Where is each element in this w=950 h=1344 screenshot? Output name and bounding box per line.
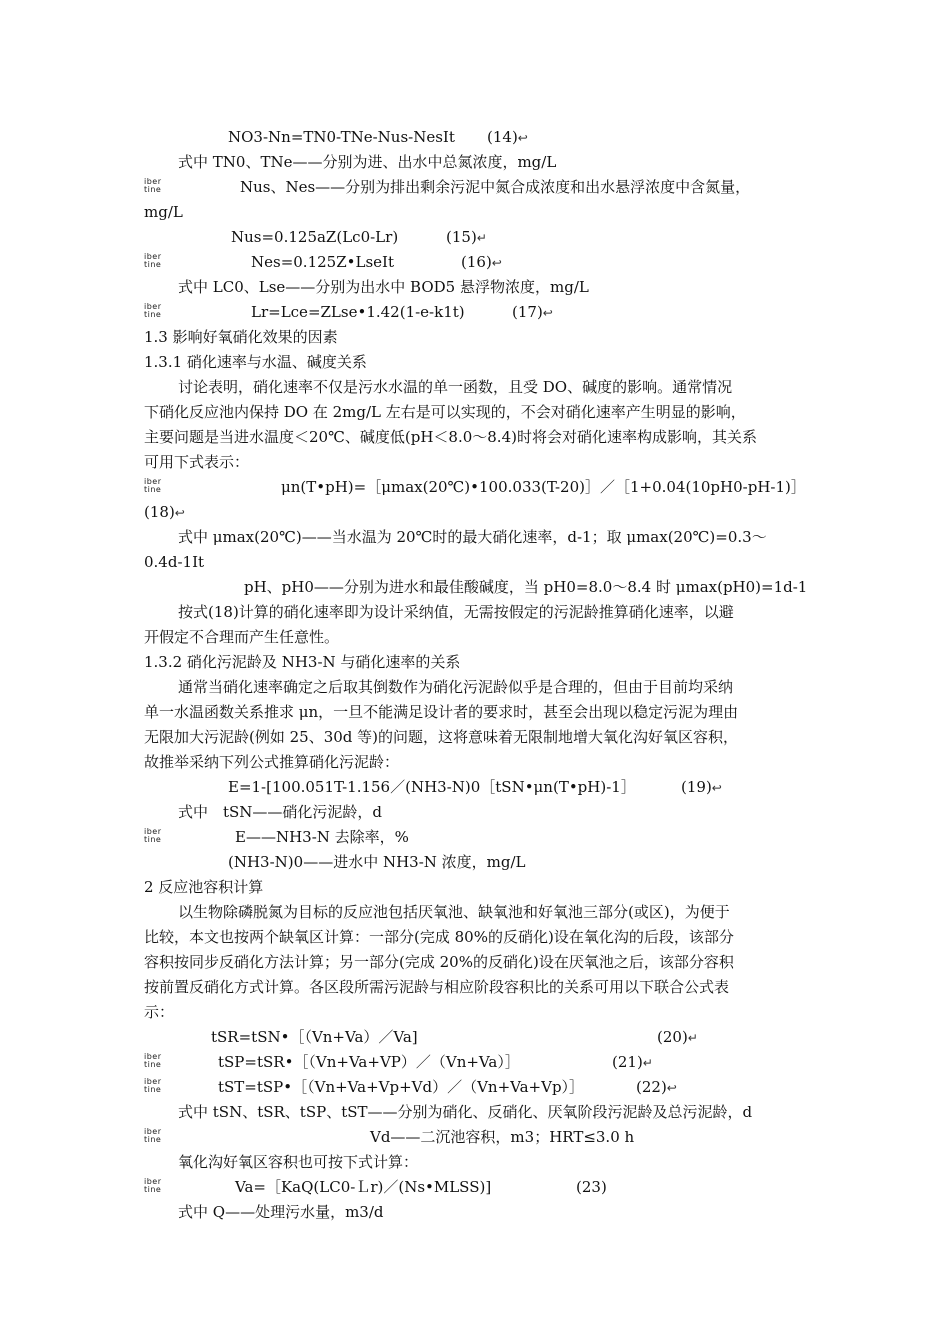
section-heading: 1.3.1 硝化速率与水温、碱度关系 xyxy=(144,353,367,371)
eq-number-14 xyxy=(487,127,528,149)
eq-number: (16) xyxy=(461,253,492,271)
text-line: Nus、Nes——分别为排出剩余污泥中氮合成浓度和出水悬浮浓度中含氮量， xyxy=(240,178,751,196)
formula-16: Nes=0.125Z•LseⅠt xyxy=(251,253,394,271)
text-line: 下硝化反应池内保持 DO 在 2mg/L 左右是可以实现的，不会对硝化速率产生明显的影响， xyxy=(144,403,746,421)
paragraph-mark-icon: ↩ xyxy=(666,1081,677,1095)
text-line: 式中 μmax(20℃)——当水温为 20℃时的最大硝化速率，d-1；取 μmax(20℃)=0.3～ xyxy=(178,528,767,546)
formula-14 xyxy=(228,127,455,149)
eq-number-17 xyxy=(512,302,553,324)
text-line: 以生物除磷脱氮为目标的反应池包括厌氧池、缺氧池和好氧池三部分(或区)，为便于 xyxy=(178,903,730,921)
text-line: 示： xyxy=(144,1003,175,1021)
text-line: 0.4d-1Ⅰt xyxy=(144,553,205,571)
paragraph-mark-icon: ↩ xyxy=(542,306,553,320)
eq-number: (22) xyxy=(636,1078,667,1096)
eq-number: (15) xyxy=(446,228,477,246)
paragraph-mark-icon: ↵ xyxy=(642,1056,653,1070)
text-line: 氧化沟好氧区容积也可按下式计算： xyxy=(178,1153,419,1171)
formula-21: tSP=tSR•［（Vn+Va+VP）／（Vn+Va）］ xyxy=(218,1053,520,1071)
formula-23: Va=［KaQ(LC0-Ｌr)／(Ns•MLSS)] xyxy=(235,1178,492,1196)
tiber-mark: iber tine xyxy=(144,1177,162,1194)
text-line: 通常当硝化速率确定之后取其倒数作为硝化污泥龄似乎是合理的，但由于目前均采纳 xyxy=(178,678,734,696)
paragraph-mark-icon: ↩ xyxy=(711,781,722,795)
paragraph-mark-icon: ↩ xyxy=(491,256,502,270)
text-line: pH、pH0——分别为进水和最佳酸碱度，当 pH0=8.0～8.4 时 μmax(pH0)=1d-1 xyxy=(244,578,808,596)
paragraph-mark-icon: ↩ xyxy=(517,131,528,145)
text-line: 按前置反硝化方式计算。各区段所需污泥龄与相应阶段容积比的关系可用以下联合公式表 xyxy=(144,978,730,996)
formula-18: μn(T•pH)=［μmax(20℃)•100.033(T-20)］／［1+0.04(10pH0-pH-1)］ xyxy=(281,478,806,496)
tiber-mark: iber tine xyxy=(144,1052,162,1069)
text-line: 容积按同步反硝化方法计算；另一部分(完成 20%的反硝化)设在厌氧池之后，该部分容积 xyxy=(144,953,734,971)
text-line: 式中 tSN、tSR、tSP、tST——分别为硝化、反硝化、厌氧阶段污泥龄及总污泥龄，d xyxy=(178,1103,753,1121)
text-line: 式中 LC0、Lse——分别为出水中 BOD5 悬浮物浓度，mg/L xyxy=(178,278,589,296)
paragraph-mark-icon: ↩ xyxy=(174,506,185,520)
formula-20: tSR=tSN•［（Vn+Va）／Va] xyxy=(211,1028,418,1046)
tiber-mark: iber tine xyxy=(144,177,162,194)
paragraph-mark-icon: ↵ xyxy=(476,231,487,245)
eq-number-18 xyxy=(144,502,185,524)
text-line: 式中 TN0、TNe——分别为进、出水中总氮浓度，mg/L xyxy=(178,153,557,171)
eq-number-23: (23) xyxy=(576,1178,607,1196)
text-line: 比较，本文也按两个缺氧区计算：一部分(完成 80%的反硝化)设在氧化沟的后段，该部分 xyxy=(144,928,734,946)
eq-number: (14) xyxy=(487,128,518,146)
eq-number-20 xyxy=(657,1027,698,1049)
eq-number: (18) xyxy=(144,503,175,521)
text-line: E——NH3-N 去除率，% xyxy=(235,828,409,846)
formula-15: Nus=0.125aZ(Lc0-Lr) xyxy=(231,228,399,246)
paragraph-mark-icon: ↵ xyxy=(687,1031,698,1045)
text-line: 讨论表明，硝化速率不仅是污水水温的单一函数，且受 DO、碱度的影响。通常情况 xyxy=(178,378,733,396)
formula-text: NO3-Nn=TN0-TNe-Nus-NesⅠt xyxy=(228,128,455,146)
tiber-mark: iber tine xyxy=(144,252,162,269)
text-line: 无限加大污泥龄(例如 25、30d 等)的问题，这将意味着无限制地增大氧化沟好氧区容积， xyxy=(144,728,739,746)
text-line: 单一水温函数关系推求 μn，一旦不能满足设计者的要求时，甚至会出现以稳定污泥为理由 xyxy=(144,703,739,721)
eq-number-19 xyxy=(681,777,722,799)
tiber-mark: iber tine xyxy=(144,1127,162,1144)
formula-19: E=1-[100.051T-1.156／(NH3-N)0［tSN•μn(T•pH)-1］ xyxy=(228,778,636,796)
tiber-mark: iber tine xyxy=(144,1077,162,1094)
text-line: 式中 tSN——硝化污泥龄，d xyxy=(178,803,383,821)
tiber-mark: iber tine xyxy=(144,477,162,494)
text-line: Vd——二沉池容积，m3；HRT≤3.0 h xyxy=(370,1128,635,1146)
text-line: 开假定不合理而产生任意性。 xyxy=(144,628,340,646)
eq-number: (19) xyxy=(681,778,712,796)
eq-number: (17) xyxy=(512,303,543,321)
text-line: 式中 Q——处理污水量，m3/d xyxy=(178,1203,384,1221)
text-line: 主要问题是当进水温度＜20℃、碱度低(pH＜8.0～8.4)时将会对硝化速率构成影响，其关系 xyxy=(144,428,757,446)
text-line: 按式(18)计算的硝化速率即为设计采纳值，无需按假定的污泥龄推算硝化速率，以避 xyxy=(178,603,734,621)
eq-number-21 xyxy=(612,1052,653,1074)
tiber-mark: iber tine xyxy=(144,302,162,319)
text-line: 故推举采纳下列公式推算硝化污泥龄： xyxy=(144,753,400,771)
text-line: mg/L xyxy=(144,203,183,221)
section-heading: 1.3.2 硝化污泥龄及 NH3-N 与硝化速率的关系 xyxy=(144,653,461,671)
tiber-mark: iber tine xyxy=(144,827,162,844)
formula-22: tST=tSP•［（Vn+Va+Vp+Vd）／（Vn+Va+Vp）］ xyxy=(218,1078,585,1096)
formula-17: Lr=Lce=ZLse•1.42(1-e-k1t) xyxy=(251,303,465,321)
text-line: (NH3-N)0——进水中 NH3-N 浓度，mg/L xyxy=(228,853,526,871)
text-line: 可用下式表示： xyxy=(144,453,250,471)
section-heading: 2 反应池容积计算 xyxy=(144,878,264,896)
eq-number-16 xyxy=(461,252,502,274)
section-heading: 1.3 影响好氧硝化效果的因素 xyxy=(144,328,338,346)
eq-number: (20) xyxy=(657,1028,688,1046)
eq-number-22 xyxy=(636,1077,677,1099)
eq-number-15 xyxy=(446,227,487,249)
eq-number: (21) xyxy=(612,1053,643,1071)
